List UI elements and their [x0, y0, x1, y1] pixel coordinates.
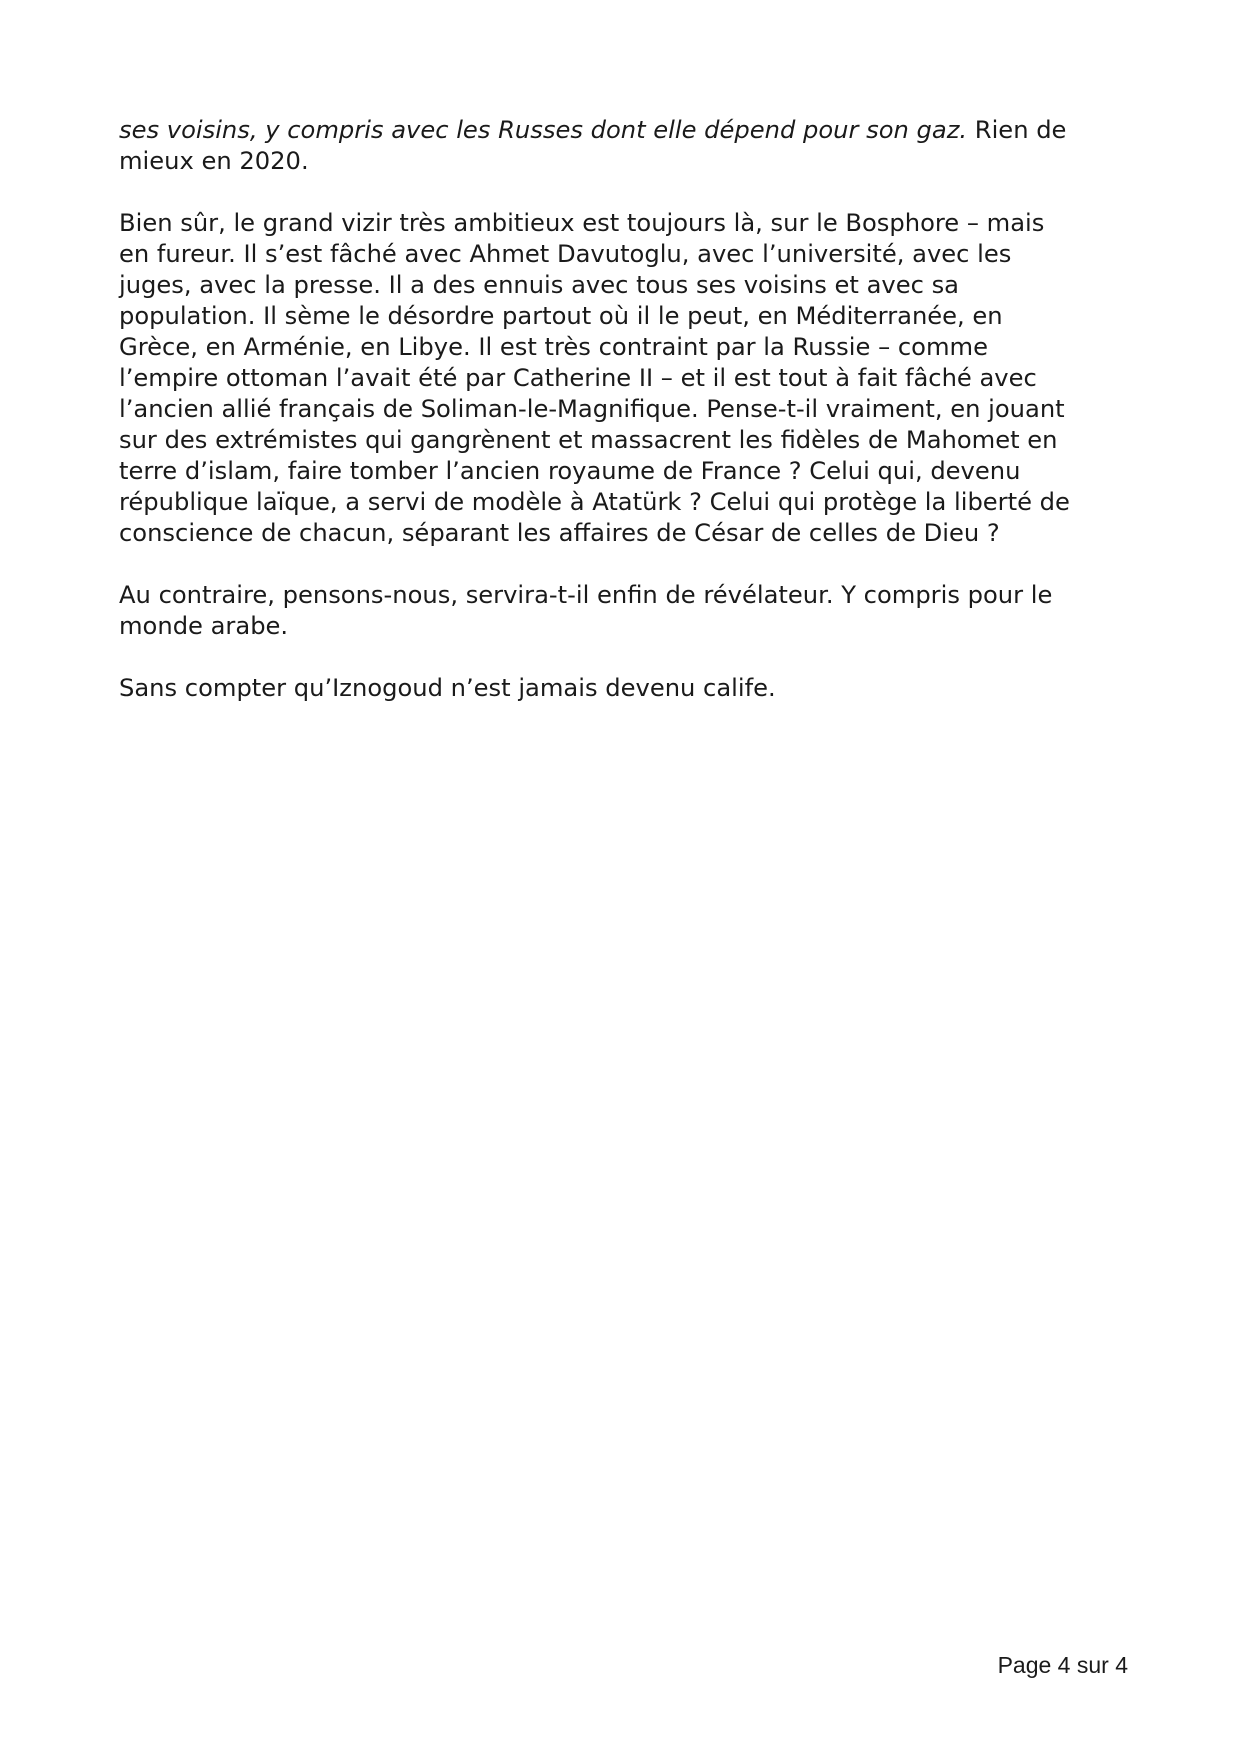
- text-line: Bien sûr, le grand vizir très ambitieux est toujours là, sur le Bosphore – mais: [119, 209, 1045, 237]
- text-line: l’ancien allié français de Soliman-le-Magnifique. Pense-t-il vraiment, en jouant: [119, 395, 1065, 423]
- text-line: Grèce, en Arménie, en Libye. Il est très contraint par la Russie – comme: [119, 333, 988, 361]
- text-line: [119, 115, 1129, 146]
- text-line: mieux en 2020.: [119, 147, 309, 175]
- paragraph-3: [119, 580, 1129, 642]
- text-line: Sans compter qu’Iznogoud n’est jamais devenu calife.: [119, 674, 776, 702]
- body-text: [119, 115, 1129, 735]
- text-line: conscience de chacun, séparant les affaires de César de celles de Dieu ?: [119, 519, 1000, 547]
- text-line: l’empire ottoman l’avait été par Catherine II – et il est tout à fait fâché avec: [119, 364, 1037, 392]
- text-line: Au contraire, pensons-nous, servira-t-il enfin de révélateur. Y compris pour le: [119, 581, 1053, 609]
- text-line: monde arabe.: [119, 612, 289, 640]
- paragraph-1: [119, 115, 1129, 177]
- text-run: Rien de: [967, 116, 1067, 144]
- text-line: en fureur. Il s’est fâché avec Ahmet Davutoglu, avec l’université, avec les: [119, 240, 1012, 268]
- text-line: population. Il sème le désordre partout où il le peut, en Méditerranée, en: [119, 302, 1003, 330]
- text-line: sur des extrémistes qui gangrènent et massacrent les fidèles de Mahomet en: [119, 426, 1058, 454]
- paragraph-2: [119, 208, 1129, 549]
- text-line: juges, avec la presse. Il a des ennuis avec tous ses voisins et avec sa: [119, 271, 959, 299]
- italic-quote: ses voisins, y compris avec les Russes dont elle dépend pour son gaz.: [119, 116, 968, 144]
- text-line: terre d’islam, faire tomber l’ancien royaume de France ? Celui qui, devenu: [119, 457, 1021, 485]
- paragraph-4: [119, 673, 1129, 704]
- page-number: Page 4 sur 4: [997, 1652, 1128, 1678]
- text-line: république laïque, a servi de modèle à Atatürk ? Celui qui protège la liberté de: [119, 488, 1070, 516]
